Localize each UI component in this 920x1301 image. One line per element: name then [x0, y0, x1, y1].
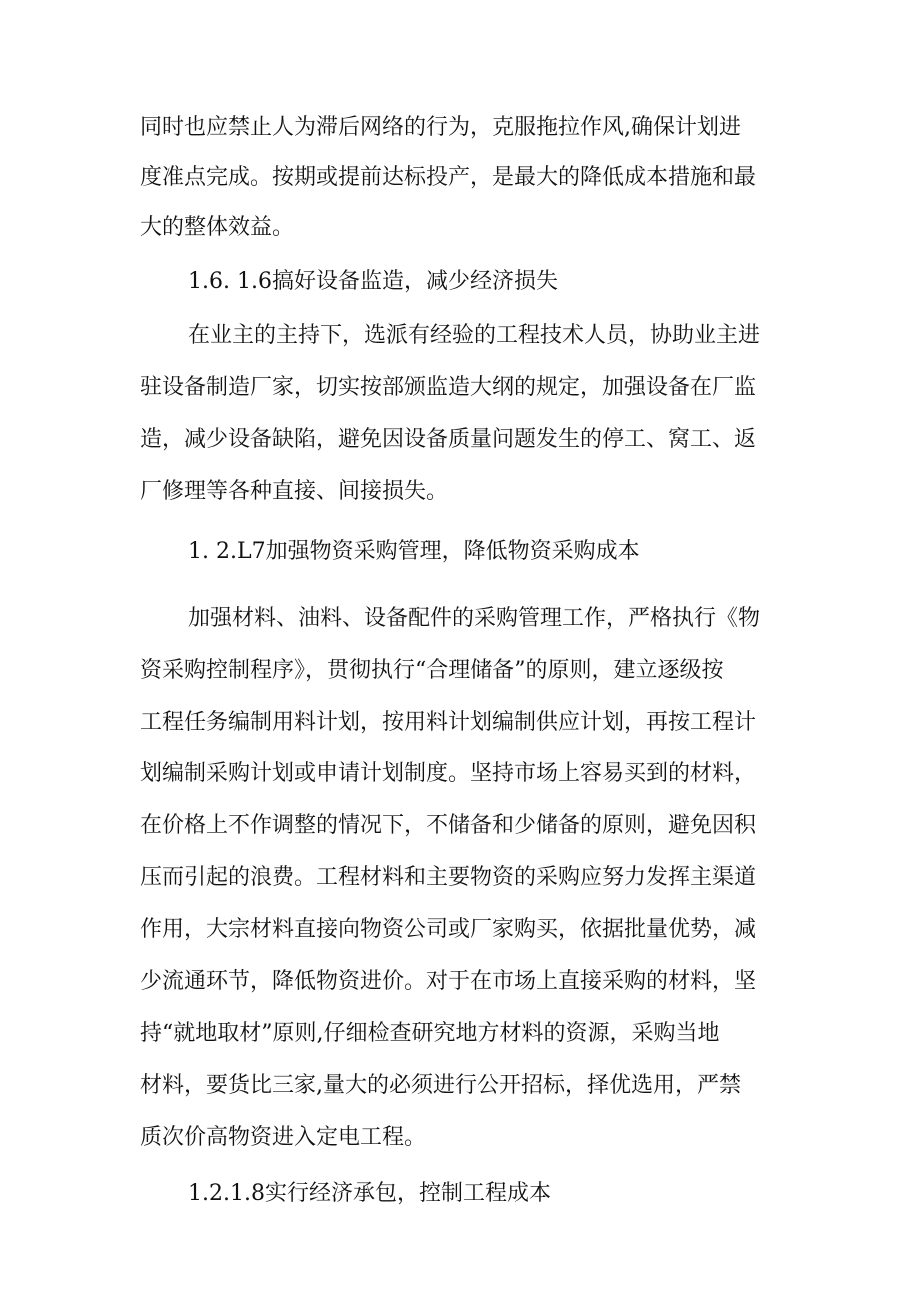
paragraph-line: 度准点完成。按期或提前达标投产，是最大的降低成本措施和最 — [140, 165, 757, 190]
paragraph-line: 资采购控制程序》，贯彻执行“合理储备”的原则，建立逐级按 — [140, 658, 724, 683]
paragraph-line: 材料，要货比三家,量大的必须进行公开招标，择优选用，严禁 — [140, 1073, 741, 1098]
paragraph-line: 压而引起的浪费。工程材料和主要物资的采购应努力发挥主渠道 — [140, 865, 757, 890]
paragraph-line: 驻设备制造厂家，切实按部颁监造大纲的规定，加强设备在厂监 — [140, 375, 757, 400]
paragraph-line: 质次价高物资进入定电工程。 — [140, 1125, 427, 1150]
paragraph-line: 作用，大宗材料直接向物资公司或厂家购买，依据批量优势，减 — [140, 917, 757, 942]
paragraph-line: 划编制采购计划或申请计划制度。坚持市场上容易买到的材料， — [140, 761, 757, 786]
section-heading-1-6: 1.6. 1.6搞好设备监造，减少经济损失 — [188, 269, 558, 294]
paragraph-line: 同时也应禁止人为滞后网络的行为，克服拖拉作风,确保计划进 — [140, 115, 741, 140]
paragraph-line: 工程任务编制用料计划，按用料计划编制供应计划，再按工程计 — [140, 710, 757, 735]
paragraph-line: 持“就地取材”原则,仔细检查研究地方材料的资源，采购当地 — [140, 1021, 720, 1046]
paragraph-line: 加强材料、油料、设备配件的采购管理工作，严格执行《物 — [188, 606, 761, 631]
paragraph-line: 大的整体效益。 — [140, 215, 295, 240]
paragraph-line: 少流通环节，降低物资进价。对于在市场上直接采购的材料，坚 — [140, 969, 757, 994]
paragraph-line: 在价格上不作调整的情况下，不储备和少储备的原则，避免因积 — [140, 813, 757, 838]
section-heading-1-2-1-8: 1.2.1.8实行经济承包，控制工程成本 — [188, 1181, 551, 1206]
paragraph-line: 厂修理等各种直接、间接损失。 — [140, 479, 449, 504]
paragraph-line: 造，减少设备缺陷，避免因设备质量问题发生的停工、窝工、返 — [140, 427, 757, 452]
paragraph-line: 在业主的主持下，选派有经验的工程技术人员，协助业主进 — [188, 323, 761, 348]
section-heading-1-2-1-7: 1. 2.L7加强物资采购管理，降低物资采购成本 — [188, 539, 640, 564]
